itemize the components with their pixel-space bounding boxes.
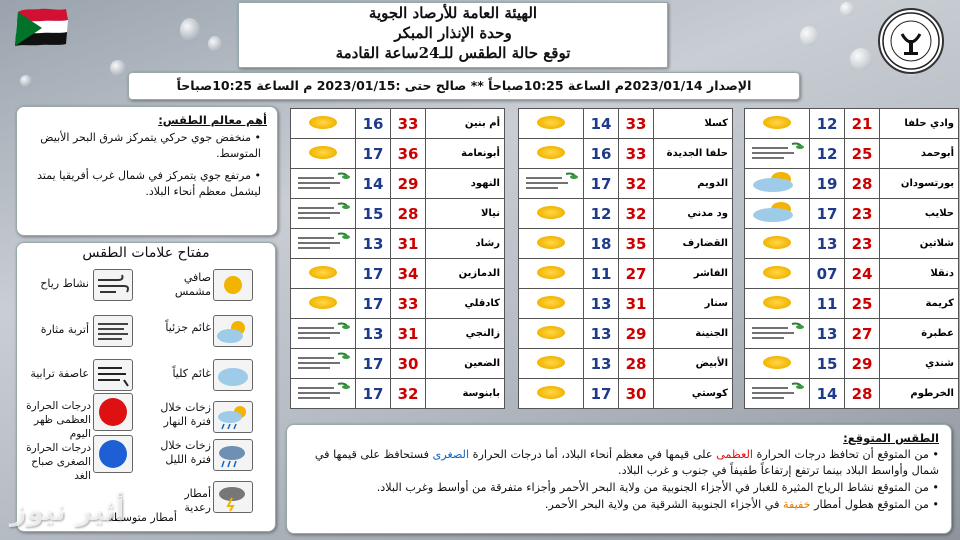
- city-name: وادي حلفا: [880, 109, 959, 139]
- max-temp: 36: [391, 139, 426, 169]
- features-item-text: منخفض جوي حركي يتمركز شرق البحر الأبيض المتوسط.: [40, 131, 261, 160]
- sun-icon: [537, 326, 565, 339]
- forecast-row: [291, 169, 505, 199]
- max-temp-icon: [93, 393, 133, 431]
- partly-cloudy-icon: [751, 170, 803, 194]
- city-name: أبونعامة: [426, 139, 505, 169]
- thunderstorm-icon: [213, 481, 253, 513]
- legend-clear: صافي مشمس: [174, 271, 211, 298]
- city-name: نيالا: [426, 199, 505, 229]
- weather-icon-cell: [519, 199, 584, 229]
- weather-icon-cell: [745, 289, 810, 319]
- max-temp: 28: [391, 199, 426, 229]
- max-temp: 32: [619, 169, 654, 199]
- sun-icon: [537, 296, 565, 309]
- sun-icon: [537, 266, 565, 279]
- expected-text: من المتوقع أن تحافظ درجات الحرارة: [752, 448, 929, 461]
- legend-showers-day: زخات خلال فترة النهار: [160, 401, 211, 428]
- sun-icon: [537, 206, 565, 219]
- forecast-row: [291, 139, 505, 169]
- raindrop: [208, 36, 222, 52]
- forecast-table-2: [518, 108, 733, 409]
- forecast-row: [745, 289, 959, 319]
- legend-moderate: أمطار متوسطة: [107, 511, 177, 524]
- header-line1: الهيئة العامة للأرصاد الجوية: [368, 4, 538, 22]
- max-temp: 33: [619, 139, 654, 169]
- max-temp: 34: [391, 259, 426, 289]
- expected-heading: الطقس المتوقع:: [843, 431, 939, 445]
- min-temp: 13: [584, 319, 619, 349]
- night-showers-icon: [213, 439, 253, 471]
- forecast-row: [519, 379, 733, 409]
- min-temp: 13: [810, 229, 845, 259]
- min-temp: 17: [356, 259, 391, 289]
- wind-icon: [748, 380, 806, 404]
- city-name: ود مدني: [654, 199, 733, 229]
- legend-cloudy: غائم كلياً: [172, 367, 211, 380]
- sun-icon: [213, 269, 253, 301]
- sun-icon: [537, 116, 565, 129]
- wind-icon: [294, 170, 352, 194]
- sun-icon: [537, 236, 565, 249]
- max-temp: 28: [845, 379, 880, 409]
- forecast-row: [519, 259, 733, 289]
- min-temp: 12: [810, 109, 845, 139]
- city-name: سنار: [654, 289, 733, 319]
- sun-icon: [309, 116, 337, 129]
- max-temp: 24: [845, 259, 880, 289]
- min-temp: 11: [584, 259, 619, 289]
- weather-icon-cell: [745, 139, 810, 169]
- forecast-row: [291, 349, 505, 379]
- forecast-row: [519, 139, 733, 169]
- legend-max-temp: درجات الحرارة العظمى ظهر اليوم: [26, 400, 91, 440]
- city-name: الدمازين: [426, 259, 505, 289]
- max-temp: 33: [391, 109, 426, 139]
- forecast-row: [291, 199, 505, 229]
- forecast-row: [519, 109, 733, 139]
- city-name: شندي: [880, 349, 959, 379]
- min-temp: 14: [584, 109, 619, 139]
- max-temp: 33: [619, 109, 654, 139]
- raindrop: [20, 75, 32, 87]
- min-temp: 17: [356, 139, 391, 169]
- meteorology-logo-icon: [878, 8, 944, 74]
- legend-heading: مفتاح علامات الطقس: [82, 245, 210, 261]
- weather-icon-cell: [745, 109, 810, 139]
- expected-para: • من المتوقع نشاط الرياح المثيرة للغبار في الأجزاء الجنوبية من ولاية البحر الأحمر وأجزاء متفرقة من أواسط وغرب البلاد.: [376, 481, 939, 494]
- expected-para: • من المتوقع هطول أمطار خفيفة في الأجزاء الجنوبية الشرقية من ولاية البحر الأحمر.: [544, 498, 939, 511]
- legend-wind: نشاط رياح: [40, 277, 89, 290]
- max-temp: 23: [845, 199, 880, 229]
- weather-icon-cell: [291, 229, 356, 259]
- wind-icon: [748, 140, 806, 164]
- expected-highlight-max: العظمى: [716, 448, 753, 461]
- sudan-flag-icon: [12, 6, 70, 50]
- min-temp-icon: [93, 435, 133, 473]
- weather-icon-cell: [291, 139, 356, 169]
- weather-icon-cell: [745, 349, 810, 379]
- min-temp: 17: [584, 169, 619, 199]
- wind-icon: [748, 320, 806, 344]
- city-name: القضارف: [654, 229, 733, 259]
- min-temp: 13: [810, 319, 845, 349]
- forecast-row: [291, 289, 505, 319]
- max-temp: 29: [845, 349, 880, 379]
- expected-text: على قيمها في معظم أنحاء البلاد، أما درجات الحرارة: [469, 448, 717, 461]
- expected-highlight-light: خفيفة: [782, 498, 811, 511]
- city-name: شلاتين: [880, 229, 959, 259]
- city-name: أبوحمد: [880, 139, 959, 169]
- partly-cloudy-icon: [213, 315, 253, 347]
- expected-text: في الأجزاء الجنوبية الشرقية من ولاية البحر الأحمر.: [544, 498, 783, 511]
- weather-icon-cell: [519, 169, 584, 199]
- weather-icon-cell: [745, 259, 810, 289]
- max-temp: 21: [845, 109, 880, 139]
- wind-icon: [294, 350, 352, 374]
- weather-icon-cell: [519, 139, 584, 169]
- city-name: الجنينة: [654, 319, 733, 349]
- header-line2: وحدة الإنذار المبكر: [394, 24, 512, 42]
- forecast-row: [291, 109, 505, 139]
- features-heading: أهم معالم الطقس:: [158, 113, 267, 127]
- city-name: الخرطوم: [880, 379, 959, 409]
- max-temp: 28: [845, 169, 880, 199]
- max-temp: 25: [845, 139, 880, 169]
- min-temp: 17: [810, 199, 845, 229]
- wind-icon: [294, 380, 352, 404]
- wind-icon: [93, 269, 133, 301]
- forecast-row: [291, 319, 505, 349]
- city-name: عطبرة: [880, 319, 959, 349]
- max-temp: 27: [845, 319, 880, 349]
- max-temp: 29: [391, 169, 426, 199]
- min-temp: 11: [810, 289, 845, 319]
- city-name: الفاشر: [654, 259, 733, 289]
- city-name: بورتسودان: [880, 169, 959, 199]
- expected-text: من المتوقع نشاط الرياح المثيرة للغبار في الأجزاء الجنوبية من ولاية البحر الأحمر وأجزاء متفرقة من أواسط وغرب البلاد.: [376, 481, 929, 494]
- sun-icon: [763, 266, 791, 279]
- expected-para: • من المتوقع أن تحافظ درجات الحرارة العظمى على قيمها في معظم أنحاء البلاد، أما درجات الحرارة الصغرى فستحافظ على قيمها في شمال وأواسط البلاد بينما ترتفع إرتفاعاً طفيفاً في جنوب و غرب البلاد.: [314, 448, 939, 477]
- city-name: الدويم: [654, 169, 733, 199]
- weather-icon-cell: [519, 289, 584, 319]
- wind-icon: [294, 200, 352, 224]
- min-temp: 12: [810, 139, 845, 169]
- header-title-box: [238, 2, 668, 68]
- city-name: بابنوسة: [426, 379, 505, 409]
- wind-icon: [522, 170, 580, 194]
- weather-icon-cell: [291, 109, 356, 139]
- sun-icon: [763, 356, 791, 369]
- max-temp: 23: [845, 229, 880, 259]
- max-temp: 30: [619, 379, 654, 409]
- sun-icon: [537, 356, 565, 369]
- raindrop: [800, 26, 818, 46]
- city-name: دنقلا: [880, 259, 959, 289]
- wind-icon: [294, 230, 352, 254]
- forecast-row: [291, 259, 505, 289]
- min-temp: 12: [584, 199, 619, 229]
- features-item: • مرتفع جوي يتمركز في شمال غرب أفريقيا يمتد ليشمل معظم أنحاء البلاد.: [37, 169, 261, 198]
- wind-icon: [294, 320, 352, 344]
- legend-showers-night: زخات خلال فترة الليل: [160, 439, 211, 466]
- min-temp: 16: [356, 109, 391, 139]
- max-temp: 28: [619, 349, 654, 379]
- city-name: كوستي: [654, 379, 733, 409]
- city-name: الضعين: [426, 349, 505, 379]
- legend-thunder: أمطار رعدية: [184, 487, 211, 514]
- min-temp: 07: [810, 259, 845, 289]
- min-temp: 14: [356, 169, 391, 199]
- raindrop: [180, 18, 200, 42]
- legend-partly: غائم جزئياً: [165, 321, 211, 334]
- forecast-table-1: [744, 108, 959, 409]
- dust-icon: [93, 315, 133, 347]
- min-temp: 15: [810, 349, 845, 379]
- forecast-row: [519, 199, 733, 229]
- max-temp: 30: [391, 349, 426, 379]
- weather-icon-cell: [519, 109, 584, 139]
- weather-icon-cell: [291, 199, 356, 229]
- forecast-row: [291, 229, 505, 259]
- weather-icon-cell: [745, 169, 810, 199]
- raindrop: [840, 2, 854, 16]
- sun-icon: [537, 386, 565, 399]
- forecast-table-3: [290, 108, 505, 409]
- day-showers-icon: [213, 401, 253, 433]
- weather-icon-cell: [519, 379, 584, 409]
- sun-icon: [537, 146, 565, 159]
- min-temp: 19: [810, 169, 845, 199]
- max-temp: 25: [845, 289, 880, 319]
- forecast-row: [745, 199, 959, 229]
- legend-dust: أتربة مثارة: [40, 323, 89, 336]
- min-temp: 13: [584, 289, 619, 319]
- features-item: • منخفض جوي حركي يتمركز شرق البحر الأبيض المتوسط.: [40, 131, 261, 160]
- weather-icon-cell: [745, 229, 810, 259]
- forecast-row: [745, 349, 959, 379]
- city-name: كريمة: [880, 289, 959, 319]
- weather-icon-cell: [745, 379, 810, 409]
- raindrop: [110, 60, 126, 76]
- max-temp: 33: [391, 289, 426, 319]
- weather-icon-cell: [519, 319, 584, 349]
- forecast-row: [745, 229, 959, 259]
- city-name: الأبيض: [654, 349, 733, 379]
- min-temp: 13: [584, 349, 619, 379]
- sun-icon: [763, 236, 791, 249]
- weather-icon-cell: [745, 319, 810, 349]
- max-temp: 27: [619, 259, 654, 289]
- city-name: أم بنين: [426, 109, 505, 139]
- max-temp: 35: [619, 229, 654, 259]
- expected-text: فستحافظ على قيمها في شمال وأواسط البلاد بينما ترتفع إرتفاعاً طفيفاً في جنوب و غرب البلاد.: [314, 448, 939, 477]
- cloudy-icon: [213, 359, 253, 391]
- city-name: زالنجي: [426, 319, 505, 349]
- min-temp: 15: [356, 199, 391, 229]
- city-name: كادقلي: [426, 289, 505, 319]
- max-temp: 31: [619, 289, 654, 319]
- forecast-row: [519, 349, 733, 379]
- weather-icon-cell: [519, 349, 584, 379]
- duststorm-icon: [93, 359, 133, 391]
- features-item-text: مرتفع جوي يتمركز في شمال غرب أفريقيا يمتد ليشمل معظم أنحاء البلاد.: [37, 169, 261, 198]
- forecast-row: [291, 379, 505, 409]
- legend-storm: عاصفة ترابية: [30, 367, 89, 380]
- expected-text: من المتوقع هطول أمطار: [810, 498, 929, 511]
- weather-icon-cell: [291, 319, 356, 349]
- city-name: كسلا: [654, 109, 733, 139]
- legend-box: [16, 242, 276, 532]
- sun-icon: [309, 266, 337, 279]
- raindrop: [850, 48, 872, 70]
- max-temp: 32: [619, 199, 654, 229]
- weather-icon-cell: [291, 169, 356, 199]
- min-temp: 16: [584, 139, 619, 169]
- expected-highlight-min: الصغرى: [432, 448, 470, 461]
- weather-icon-cell: [291, 259, 356, 289]
- header-line3: توقع حالة الطقس للـ24ساعة القادمة: [335, 44, 571, 62]
- min-temp: 13: [356, 319, 391, 349]
- forecast-row: [745, 379, 959, 409]
- min-temp: 17: [584, 379, 619, 409]
- city-name: حلايب: [880, 199, 959, 229]
- partly-cloudy-icon: [751, 200, 803, 224]
- max-temp: 29: [619, 319, 654, 349]
- issue-validity-bar: الإصدار 2023/01/14م الساعة 10:25صباحاً ** صالح حتى :2023/01/15 م الساعة 10:25صباحاً: [128, 72, 800, 100]
- forecast-row: [519, 169, 733, 199]
- watermark-logo: أثير نيوز: [10, 494, 125, 527]
- sun-icon: [763, 296, 791, 309]
- sun-icon: [309, 146, 337, 159]
- city-name: النهود: [426, 169, 505, 199]
- weather-icon-cell: [291, 289, 356, 319]
- max-temp: 32: [391, 379, 426, 409]
- weather-icon-cell: [519, 229, 584, 259]
- city-name: حلفا الجديدة: [654, 139, 733, 169]
- forecast-row: [745, 169, 959, 199]
- min-temp: 14: [810, 379, 845, 409]
- min-temp: 13: [356, 229, 391, 259]
- weather-features-box: [16, 106, 278, 236]
- weather-icon-cell: [745, 199, 810, 229]
- max-temp: 31: [391, 229, 426, 259]
- legend-min-temp: درجات الحرارة الصغرى صباح الغد: [26, 442, 91, 482]
- min-temp: 17: [356, 289, 391, 319]
- min-temp: 18: [584, 229, 619, 259]
- forecast-row: [519, 319, 733, 349]
- forecast-row: [745, 259, 959, 289]
- weather-icon-cell: [291, 379, 356, 409]
- weather-icon-cell: [519, 259, 584, 289]
- min-temp: 17: [356, 349, 391, 379]
- sun-icon: [763, 116, 791, 129]
- forecast-row: [519, 229, 733, 259]
- expected-weather-box: [286, 424, 952, 534]
- sun-icon: [309, 296, 337, 309]
- forecast-row: [745, 139, 959, 169]
- weather-icon-cell: [291, 349, 356, 379]
- min-temp: 17: [356, 379, 391, 409]
- max-temp: 31: [391, 319, 426, 349]
- city-name: رشاد: [426, 229, 505, 259]
- forecast-row: [745, 319, 959, 349]
- forecast-row: [745, 109, 959, 139]
- forecast-row: [519, 289, 733, 319]
